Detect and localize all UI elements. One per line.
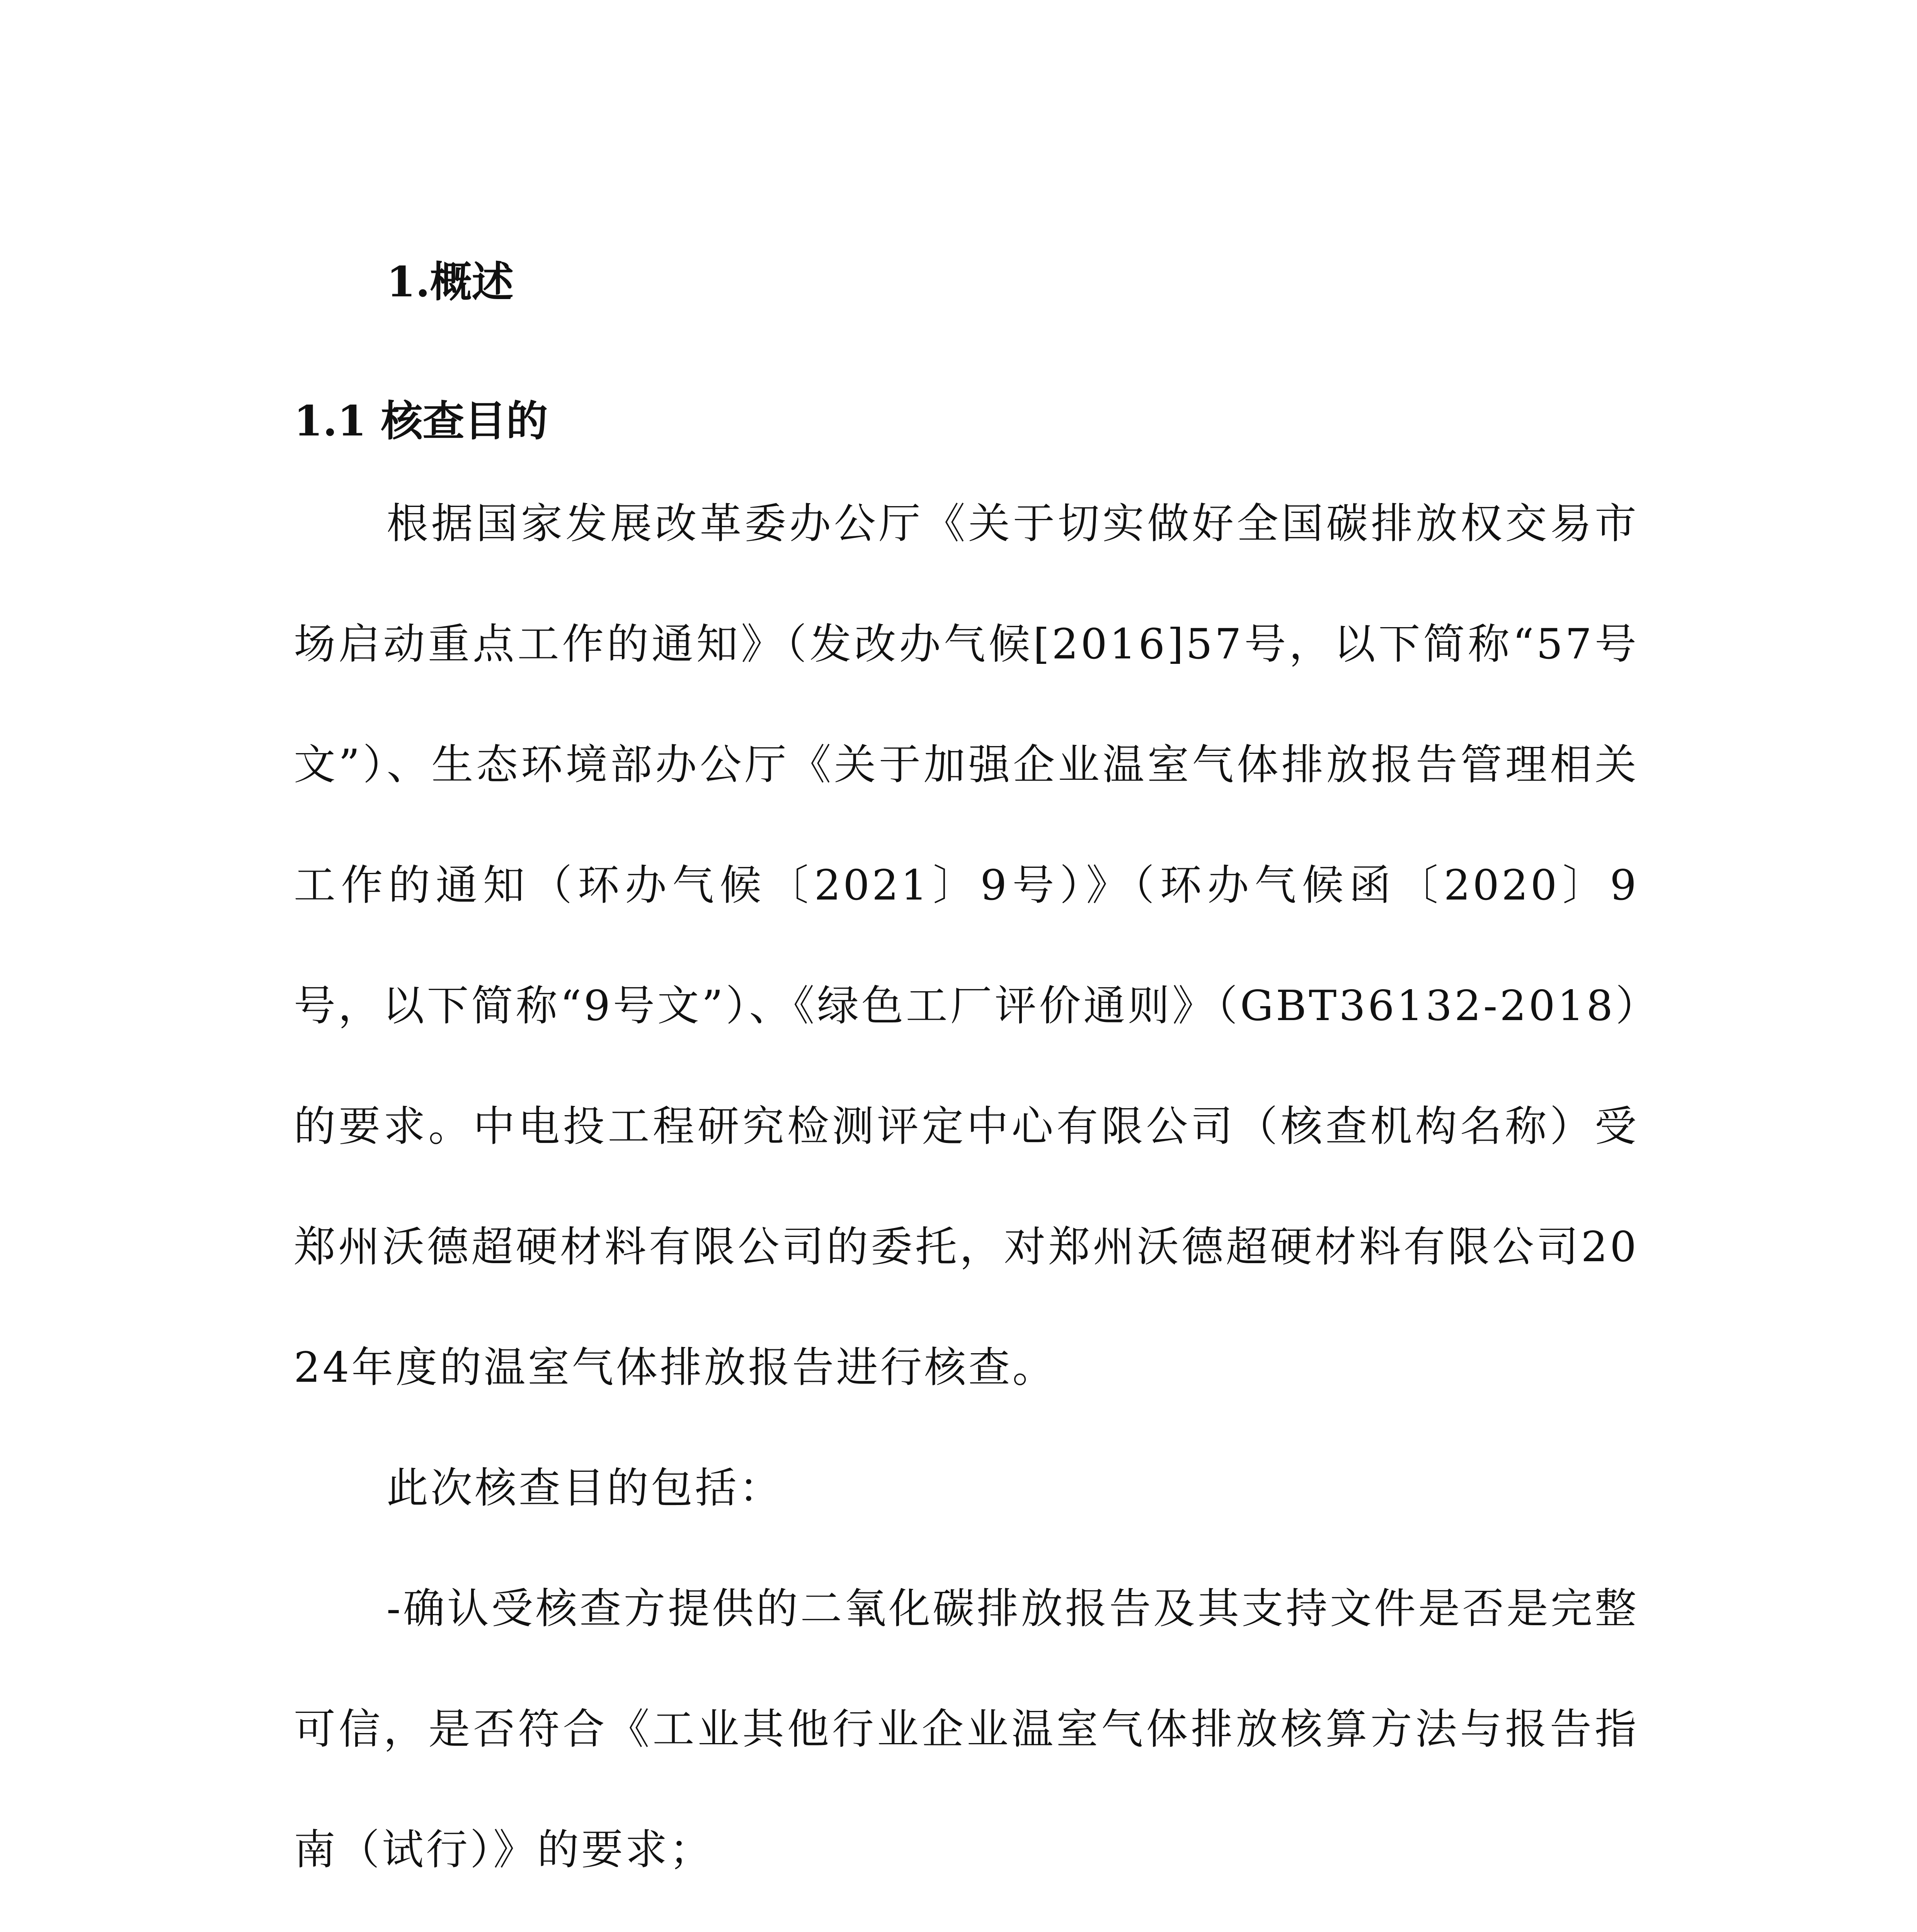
paragraph-purpose-item-2: [294, 1910, 1639, 1932]
section-heading-verification-purpose: 1.1 核查目的: [294, 397, 548, 446]
paragraph-basis: 根据国家发展改革委办公厅《关于切实做好全国碳排放权交易市场启动重点工作的通知》（发改办气候[2016]57号，以下简称“57号文”）、生态环境部办公厅《关于加强企业温室气体排放报告管理相关工作的通知（环办气候〔2021〕9号）》（环办气候函〔2020〕9号，以下简称“9号文”）、《绿色工厂评价通则》（GBT36132-2018）的要求。中电投工程研究检测评定中心有限公司（核查机构名称）受郑州沃德超硬材料有限公司的委托，对郑州沃德超硬材料有限公司2024年度的温室气体排放报告进行核查。: [294, 500, 1639, 1392]
document-body: [294, 240, 1639, 1932]
paragraph-purpose-intro: 此次核查目的包括：: [386, 1464, 783, 1512]
paragraph-purpose-item-1: -确认受核查方提供的二氧化碳排放报告及其支持文件是否是完整可信，是否符合《工业其他行业企业温室气体排放核算方法与报告指南（试行）》的要求；: [294, 1585, 1639, 1874]
section-heading-overview: 1.概述: [386, 258, 514, 306]
